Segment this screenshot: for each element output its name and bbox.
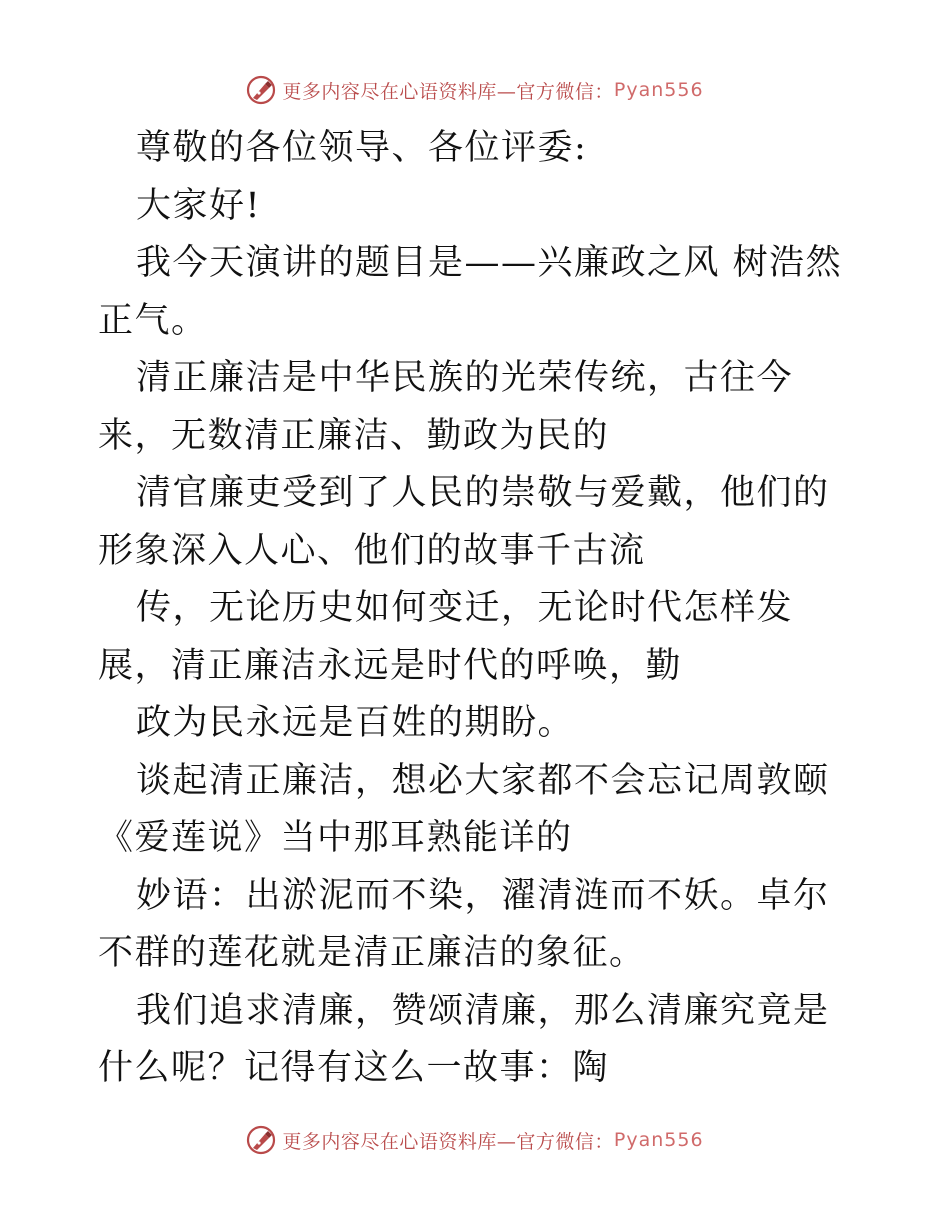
paragraph: 清正廉洁是中华民族的光荣传统，古往今来，无数清正廉洁、勤政为民的 [98, 358, 794, 456]
banner-text: 更多内容尽在心语资料库—官方微信： [282, 80, 614, 103]
paragraph: 尊敬的各位领导、各位评委: [136, 128, 588, 168]
paragraph: 传，无论历史如何变迁，无论时代怎样发展，清正廉洁永远是时代的呼唤，勤 [98, 588, 794, 686]
paragraph: 妙语：出淤泥而不染，濯清涟而不妖。卓尔不群的莲花就是清正廉洁的象征。 [98, 875, 830, 973]
speech-body [98, 120, 858, 1098]
paragraph: 政为民永远是百姓的期盼。 [136, 703, 575, 743]
header-banner[interactable] [0, 72, 950, 108]
paragraph: 谈起清正廉洁，想必大家都不会忘记周敦颐《爱莲说》当中那耳熟能详的 [98, 760, 830, 858]
pen-nib-icon [246, 75, 276, 105]
banner-text: 更多内容尽在心语资料库—官方微信： [282, 1130, 614, 1153]
pen-nib-icon [246, 1125, 276, 1155]
banner-wechat-id: Pyan556 [613, 79, 704, 101]
paragraph: 大家好! [136, 185, 262, 226]
footer-banner[interactable] [0, 1122, 950, 1158]
paragraph: 清官廉吏受到了人民的崇敬与爱戴，他们的形象深入人心、他们的故事千古流 [98, 473, 830, 571]
banner-wechat-id: Pyan556 [613, 1129, 704, 1151]
paragraph: 我们追求清廉，赞颂清廉，那么清廉究竟是什么呢？记得有这么一故事：陶 [98, 990, 830, 1088]
paragraph: 我今天演讲的题目是——兴廉政之风 树浩然正气。 [98, 243, 843, 341]
